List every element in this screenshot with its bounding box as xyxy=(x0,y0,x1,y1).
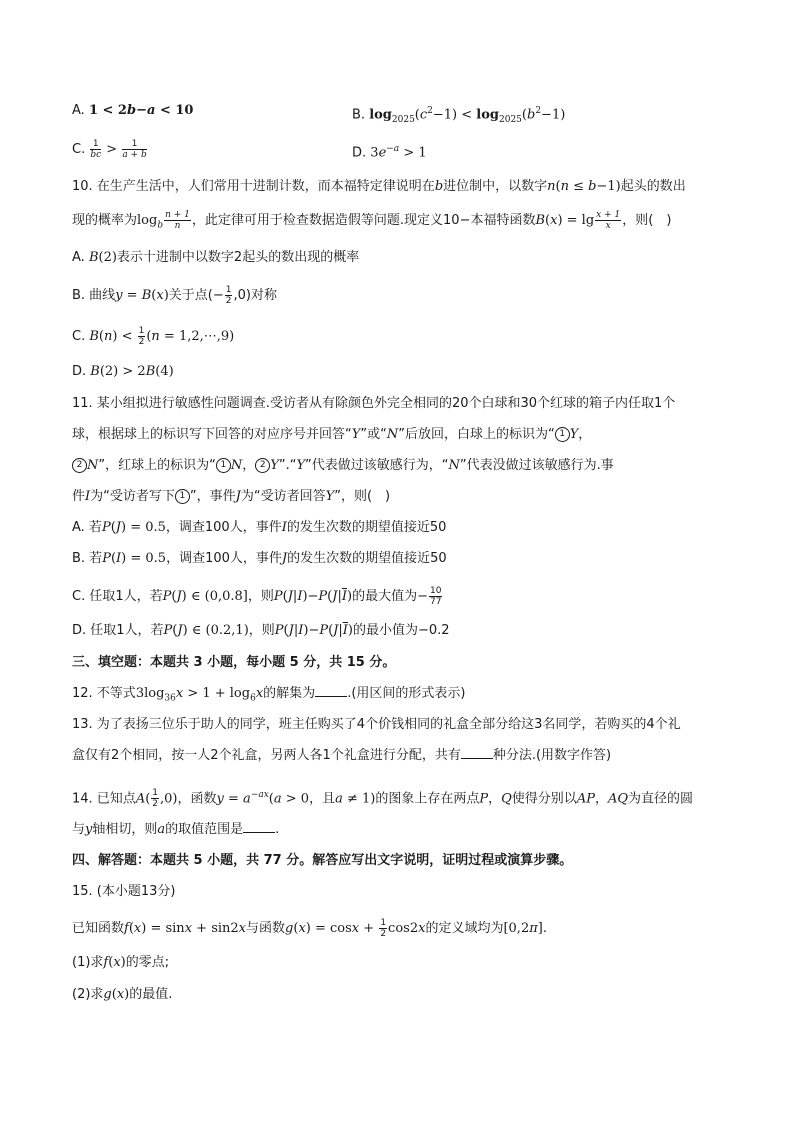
q15-sub1: (1)求f(x)的零点; xyxy=(72,955,170,970)
q10-option-a: A. B(2)表示十进制中以数字2起头的数出现的概率 xyxy=(72,250,360,265)
q9-option-b: B. $\log_{2025}(c^2-1) < \log_{2025}(b^2-1)$ xyxy=(352,106,566,125)
q13-stem-line2: 盒仅有2个相同，按一人2个礼盒，另两人各1个礼盒进行分配，共有 种分法.(用数字作答) xyxy=(72,748,612,763)
q14-stem-line1: 14. 已知点A( $\frac{1}{2}$ ,0)，函数$y = a^{-ax}(a > 0$，且a ≠ 1)的图象上存在两点P，Q使得分别以AP，AQ为直径的圆 xyxy=(72,788,694,810)
q15-title: 15. (本小题13分) xyxy=(72,884,176,899)
q14-stem-line2: 与y轴相切，则a的取值范围是 . xyxy=(72,822,280,837)
q11-stem-line3: 2 N”，红球上的标识为“ 1 N， 2 Y”.“Y”代表做过该敏感行为，“N”代表没做过该敏感行为.事 xyxy=(72,456,614,476)
q10-stem-line2: 现的概率为$\log_b$ $\frac{n + 1}{n}$ ，此定律可用于检查数据造假等问题.现定义10−本福特函数B(x) = lg $\frac{x + 1}{x}$ ，则( ) xyxy=(72,210,672,231)
q10-stem-line1: 10. 在生产生活中，人们常用十进制计数，而本福特定律说明在b进位制中，以数字n(n ≤ b−1)起头的数出 xyxy=(72,179,686,194)
q12-answer-blank xyxy=(315,684,347,697)
q15-stem: 已知函数f(x) = sinx + sin2x与函数g(x) = cosx + $\frac{1}{2}$ cos2x的定义域均为[0,2π]. xyxy=(72,918,547,939)
q12-stem: 12. 不等式$3\log_{36}x > 1 + \log_6x$的解集为 .(用区间的形式表示) xyxy=(72,686,466,704)
q14-answer-blank xyxy=(243,820,275,833)
q9-option-d: D. $3e^{-a} > 1$ xyxy=(352,144,427,161)
q10-option-d: D. B(2) > 2B(4) xyxy=(72,364,174,379)
q11-option-c: C. 任取1人，若P(J) ∈ (0,0.8]，则$P(J|I)-P(J|\overline{I})$的最大值为− $\frac{10}{77}$ xyxy=(72,586,442,607)
q11-option-b: B. 若P(I) = 0.5，调查100人，事件J的发生次数的期望值接近50 xyxy=(72,551,447,566)
q10-option-c: C. B(n) < $\frac{1}{2}$ (n = 1,2,⋯,9) xyxy=(72,326,235,347)
q9-option-a: A. 1 < 2b−a < 10 xyxy=(72,103,194,118)
q10-option-b: B. 曲线y = B(x)关于点(− $\frac{1}{2}$ ,0)对称 xyxy=(72,285,277,306)
q11-stem-line1: 11. 某小组拟进行敏感性问题调查.受访者从有除颜色外完全相同的20个白球和30个红球的箱子内任取1个 xyxy=(72,396,676,411)
section-heading-solutions: 四、解答题：本题共 5 小题，共 77 分。解答应写出文字说明，证明过程或演算步骤。 xyxy=(72,853,573,868)
q15-sub2: (2)求g(x)的最值. xyxy=(72,987,173,1002)
section-heading-fill-in: 三、填空题：本题共 3 小题，每小题 5 分，共 15 分。 xyxy=(72,655,396,670)
q11-stem-line2: 球，根据球上的标识写下回答的对应序号并回答“Y”或“N”后放回，白球上的标识为“ 1 Y， xyxy=(72,427,592,442)
q11-option-d: D. 任取1人，若P(J) ∈ (0.2,1)，则$P(J|I)-P(J|\overline{I})$的最小值为−0.2 xyxy=(72,623,450,638)
q11-stem-line4: 件I为“受访者写下 1 ”，事件J为“受访者回答Y”，则( ) xyxy=(72,489,391,504)
q9-option-c: C. $\frac{1}{bc}$ > $\frac{1}{a + b}$ xyxy=(72,139,147,160)
q13-stem-line1: 13. 为了表扬三位乐于助人的同学，班主任购买了4个价钱相同的礼盒全部分给这3名同学，若购买的4个礼 xyxy=(72,717,681,732)
q11-option-a: A. 若P(J) = 0.5，调查100人，事件I的发生次数的期望值接近50 xyxy=(72,520,447,535)
q13-answer-blank xyxy=(461,746,493,759)
